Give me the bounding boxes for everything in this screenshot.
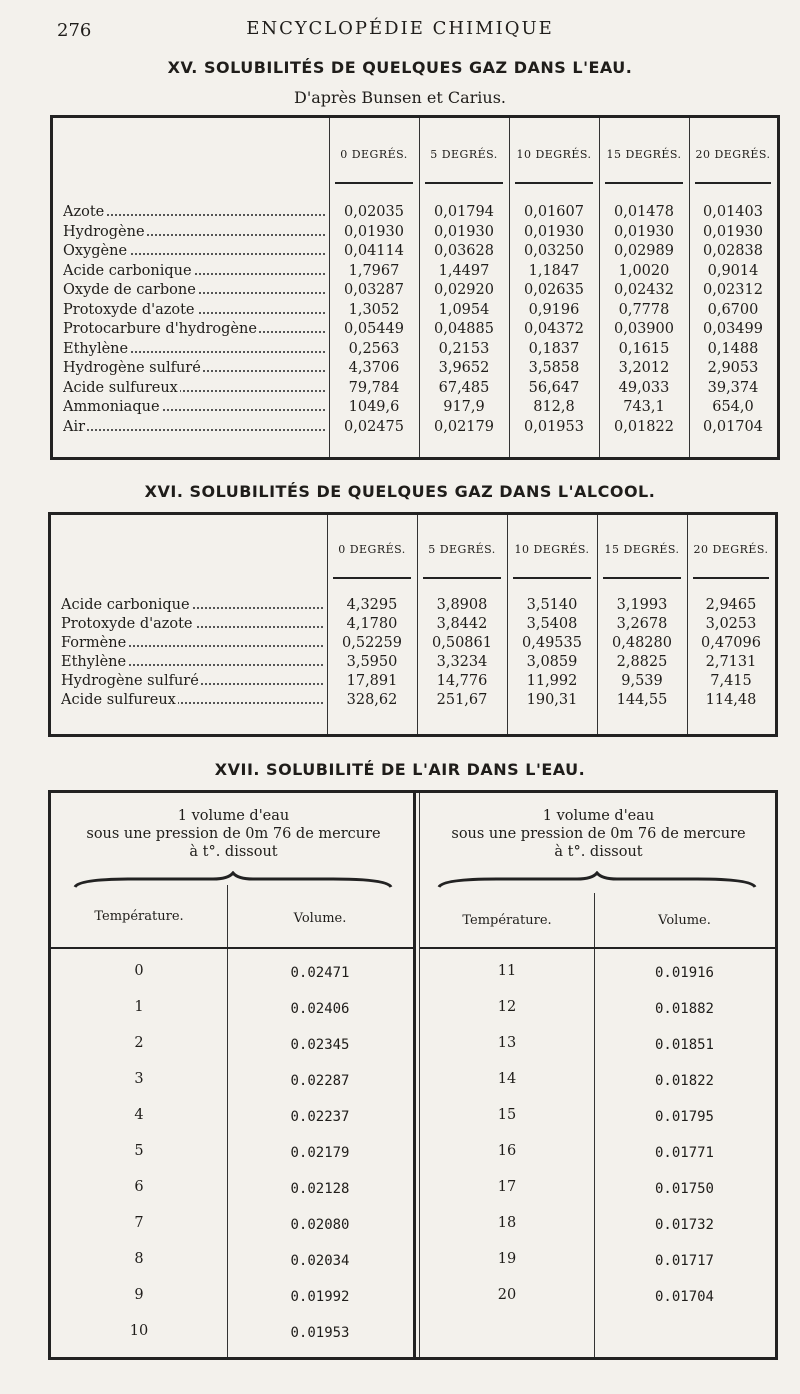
table-cell: 2,9053: [707, 360, 759, 376]
table-cell: 0,01930: [434, 223, 494, 240]
column-header: 10 DEGRÉS.: [516, 148, 592, 161]
right-header: [426, 807, 771, 861]
row-label: [63, 419, 325, 435]
table-cell: 0,02179: [434, 418, 494, 435]
volume-cell: 0.01795: [654, 1109, 714, 1125]
table-cell: 4,3706: [348, 360, 400, 376]
row-label-text: Formène: [61, 635, 127, 651]
table-cell: 0,02635: [524, 282, 584, 298]
table-cell: 3,5858: [528, 360, 580, 376]
volume-cell: 0.01916: [654, 965, 714, 981]
row-label-text: Oxyde de carbone: [63, 282, 196, 298]
table-cell: 9,539: [621, 673, 663, 689]
row-label: [63, 380, 325, 396]
table-cell: 3,9652: [438, 360, 490, 376]
table-cell: 3,2678: [616, 616, 668, 632]
table-cell: 328,62: [346, 692, 398, 708]
table-cell: 67,485: [438, 379, 490, 396]
table-cell: 0,9014: [707, 262, 759, 279]
row-label-text: Ammoniaque: [63, 399, 160, 415]
section-16-title: XVI. SOLUBILITÉS DE QUELQUES GAZ DANS L'ALCOOL.: [144, 482, 656, 501]
header-rule: [335, 182, 413, 184]
table-cell: 1,0020: [618, 262, 670, 279]
row-label-text: Éthylène: [63, 340, 129, 357]
table-cell: 0,01930: [344, 223, 404, 240]
table-cell: 4,3295: [346, 597, 398, 613]
table-cell: 17,891: [346, 673, 398, 689]
running-title: ENCYCLOPÉDIE CHIMIQUE: [246, 18, 554, 39]
table-cell: 0,02838: [703, 243, 763, 259]
volume-cell: 0.01882: [654, 1001, 714, 1017]
column-header: 20 DEGRÉS.: [693, 543, 769, 556]
table-cell: 0,02989: [614, 243, 674, 259]
table-cell: 14,776: [436, 673, 488, 689]
table-cell: 0,04885: [434, 321, 494, 337]
volume-cell: 0.01717: [654, 1253, 714, 1269]
page-number: 276: [57, 20, 92, 41]
temperature-cell: 9: [134, 1287, 144, 1303]
row-label: [63, 341, 325, 357]
table-cell: 0,03628: [434, 243, 494, 259]
table-cell: 0,01930: [703, 223, 763, 240]
table-cell: 0,52259: [342, 635, 402, 651]
table-cell: 3,8908: [436, 597, 488, 613]
column-header: 20 DEGRÉS.: [695, 148, 771, 161]
row-label-text: Hydrogène sulfuré: [61, 673, 199, 689]
volume-cell: 0.02345: [290, 1037, 350, 1053]
table-cell: 0,01478: [614, 204, 674, 220]
header-rule: [695, 182, 771, 184]
table-cell: 0,03250: [524, 243, 584, 259]
table-cell: 0,01930: [614, 223, 674, 240]
row-label-text: Acide sulfureux: [63, 379, 178, 396]
column-header: 15 DEGRÉS.: [604, 543, 680, 556]
table-cell: 2,8825: [616, 654, 668, 670]
table-cell: 0,03287: [344, 282, 404, 298]
table-cell: 0,01403: [703, 204, 763, 220]
table-cell: 0,50861: [432, 635, 492, 651]
table-cell: 0,01794: [434, 204, 494, 220]
header-line: sous une pression de 0m 76 de mercure: [86, 826, 381, 842]
header-rule: [425, 182, 503, 184]
row-label-text: Acide sulfureux: [61, 692, 176, 708]
section-16-table: [48, 512, 778, 737]
temperature-cell: 0: [134, 963, 144, 979]
row-label-text: Azote: [63, 204, 105, 220]
row-label: [63, 360, 325, 376]
header-line: 1 volume d'eau: [542, 808, 655, 824]
right-col-temperature: Température.: [462, 913, 552, 928]
table-cell: 7,415: [710, 673, 752, 689]
table-cell: 2,7131: [705, 654, 757, 670]
table-cell: 0,04114: [344, 243, 404, 259]
table-cell: 11,992: [526, 673, 578, 689]
volume-cell: 0.02237: [290, 1109, 350, 1125]
table-cell: 0,05449: [344, 321, 404, 337]
table-cell: 0,01930: [524, 223, 584, 240]
row-label: [61, 673, 323, 689]
table-cell: 2,9465: [705, 597, 757, 613]
table-cell: 0,47096: [701, 635, 761, 651]
table-cell: 654,0: [712, 399, 754, 415]
temperature-cell: 13: [497, 1035, 517, 1051]
header-line: à t°. dissout: [554, 844, 643, 860]
temperature-cell: 3: [134, 1071, 144, 1087]
table-cell: 56,647: [528, 379, 580, 396]
table-cell: 251,67: [436, 692, 488, 708]
row-label: [63, 204, 325, 220]
leader-dots: [63, 429, 325, 431]
right-col-volume: Volume.: [658, 913, 711, 928]
volume-cell: 0.02179: [290, 1145, 350, 1161]
header-rule: [693, 577, 769, 579]
table-cell: 3,1993: [616, 597, 668, 613]
table-cell: 190,31: [526, 692, 578, 708]
table-cell: 0,02432: [614, 282, 674, 298]
volume-cell: 0.02080: [290, 1217, 350, 1233]
row-label-text: Acide carbonique: [61, 597, 190, 613]
temperature-cell: 2: [134, 1035, 144, 1051]
table-cell: 3,3234: [436, 654, 488, 670]
table-cell: 0,6700: [707, 301, 759, 318]
temperature-cell: 8: [134, 1251, 144, 1267]
section-15-table: [50, 115, 780, 460]
row-label-text: Hydrogène: [63, 223, 145, 240]
table-cell: 39,374: [707, 379, 759, 396]
section-17-title: XVII. SOLUBILITÉ DE L'AIR DANS L'EAU.: [214, 760, 586, 779]
volume-cell: 0.02287: [290, 1073, 350, 1089]
row-label-text: Hydrogène sulfuré: [63, 360, 201, 376]
temperature-cell: 14: [497, 1071, 517, 1087]
table-cell: 1,3052: [348, 301, 400, 318]
brace-icon: [73, 871, 393, 891]
table-cell: 0,02035: [344, 204, 404, 220]
left-col-temperature: Température.: [94, 909, 184, 924]
table-cell: 1,1847: [528, 262, 580, 279]
table-cell: 0,1837: [528, 340, 580, 357]
temperature-cell: 16: [497, 1143, 517, 1159]
row-label: [63, 224, 325, 240]
row-label-text: Protocarbure d'hydrogène: [63, 321, 257, 337]
table-cell: 1,4497: [438, 262, 490, 279]
table-cell: 0,02475: [344, 418, 404, 435]
header-rule: [333, 577, 411, 579]
header-rule: [51, 947, 413, 949]
volume-cell: 0.01953: [290, 1325, 350, 1341]
table-cell: 3,0859: [526, 654, 578, 670]
row-label: [61, 635, 323, 651]
volume-cell: 0.02128: [290, 1181, 350, 1197]
column-header: 15 DEGRÉS.: [606, 148, 682, 161]
table-cell: 0,01704: [703, 418, 763, 435]
volume-cell: 0.01822: [654, 1073, 714, 1089]
table-cell: 4,1780: [346, 616, 398, 632]
volume-cell: 0.02034: [290, 1253, 350, 1269]
volume-cell: 0.01992: [290, 1289, 350, 1305]
temperature-cell: 1: [134, 999, 144, 1015]
row-label-text: Protoxyde d'azote: [63, 301, 195, 318]
section-15-subtitle: D'après Bunsen et Carius.: [294, 88, 506, 107]
table-cell: 49,033: [618, 379, 670, 396]
temperature-cell: 17: [497, 1179, 517, 1195]
volume-cell: 0.01732: [654, 1217, 714, 1233]
row-label-text: Acide carbonique: [63, 262, 192, 279]
row-label: [61, 616, 323, 632]
temperature-cell: 7: [134, 1215, 144, 1231]
table-cell: 3,5140: [526, 597, 578, 613]
left-col-volume: Volume.: [293, 911, 347, 926]
table-cell: 0,02920: [434, 282, 494, 298]
row-label: [63, 321, 325, 337]
temperature-cell: 20: [497, 1287, 517, 1303]
row-label: [61, 597, 323, 613]
table-cell: 1,0954: [438, 301, 490, 318]
row-label-text: Éthylène: [61, 654, 127, 670]
table-cell: 3,5408: [526, 616, 578, 632]
row-label: [63, 282, 325, 298]
row-label-text: Oxygène: [63, 243, 128, 259]
header-rule: [515, 182, 593, 184]
table-cell: 0,1488: [707, 340, 759, 357]
table-cell: 0,01822: [614, 418, 674, 435]
table-cell: 0,03499: [703, 321, 763, 337]
table-cell: 0,48280: [612, 635, 672, 651]
table-cell: 0,9196: [528, 301, 580, 318]
table-cell: 0,2563: [348, 340, 400, 357]
table-cell: 0,02312: [703, 282, 763, 298]
temperature-cell: 10: [129, 1323, 149, 1339]
table-cell: 114,48: [705, 692, 757, 708]
table-cell: 743,1: [623, 399, 665, 415]
table-cell: 3,2012: [618, 360, 670, 376]
volume-cell: 0.01704: [654, 1289, 714, 1305]
row-label: [61, 692, 323, 708]
row-label-text: Air: [63, 418, 86, 435]
table-cell: 3,8442: [436, 616, 488, 632]
column-header: 5 DEGRÉS.: [428, 543, 496, 556]
row-label: [63, 302, 325, 318]
row-label: [63, 243, 325, 259]
row-label: [63, 399, 325, 415]
row-label-text: Protoxyde d'azote: [61, 616, 193, 632]
header-rule: [423, 577, 501, 579]
header-line: à t°. dissout: [189, 844, 278, 860]
header-line: sous une pression de 0m 76 de mercure: [451, 826, 746, 842]
volume-cell: 0.02471: [290, 965, 350, 981]
temperature-cell: 19: [497, 1251, 517, 1267]
temperature-cell: 6: [134, 1179, 144, 1195]
brace-icon: [437, 871, 757, 891]
header-rule: [605, 182, 683, 184]
table-cell: 1049,6: [348, 399, 400, 415]
temperature-cell: 5: [134, 1143, 144, 1159]
table-cell: 79,784: [348, 379, 400, 396]
table-cell: 812,8: [533, 399, 575, 415]
table-cell: 917,9: [443, 399, 485, 415]
header-line: 1 volume d'eau: [177, 808, 290, 824]
temperature-cell: 12: [497, 999, 517, 1015]
section-17-table: [48, 790, 778, 1360]
table-cell: 3,0253: [705, 616, 757, 632]
table-divider: [413, 793, 416, 1357]
table-cell: 0,03900: [614, 321, 674, 337]
column-header: 0 DEGRÉS.: [338, 543, 406, 556]
temperature-cell: 15: [497, 1107, 517, 1123]
header-rule: [513, 577, 591, 579]
row-label: [61, 654, 323, 670]
row-label: [63, 263, 325, 279]
column-separator: [594, 893, 595, 1357]
temperature-cell: 4: [134, 1107, 144, 1123]
table-cell: 3,5950: [346, 654, 398, 670]
table-cell: 0,04372: [524, 321, 584, 337]
table-cell: 0,2153: [438, 340, 490, 357]
table-cell: 0,01607: [524, 204, 584, 220]
header-rule: [603, 577, 681, 579]
column-header: 10 DEGRÉS.: [514, 543, 590, 556]
column-header: 5 DEGRÉS.: [430, 148, 498, 161]
volume-cell: 0.01771: [654, 1145, 714, 1161]
table-cell: 0,01953: [524, 418, 584, 435]
temperature-cell: 11: [497, 963, 517, 979]
table-cell: 0,1615: [618, 340, 670, 357]
table-cell: 0,7778: [618, 301, 670, 318]
volume-cell: 0.01750: [654, 1181, 714, 1197]
section-15-title: XV. SOLUBILITÉS DE QUELQUES GAZ DANS L'EAU.: [167, 58, 633, 77]
table-cell: 144,55: [616, 692, 668, 708]
temperature-cell: 18: [497, 1215, 517, 1231]
left-header: [61, 807, 406, 861]
header-rule: [420, 947, 775, 949]
table-cell: 0,49535: [522, 635, 582, 651]
table-cell: 1,7967: [348, 262, 400, 279]
volume-cell: 0.02406: [290, 1001, 350, 1017]
volume-cell: 0.01851: [654, 1037, 714, 1053]
column-header: 0 DEGRÉS.: [340, 148, 408, 161]
